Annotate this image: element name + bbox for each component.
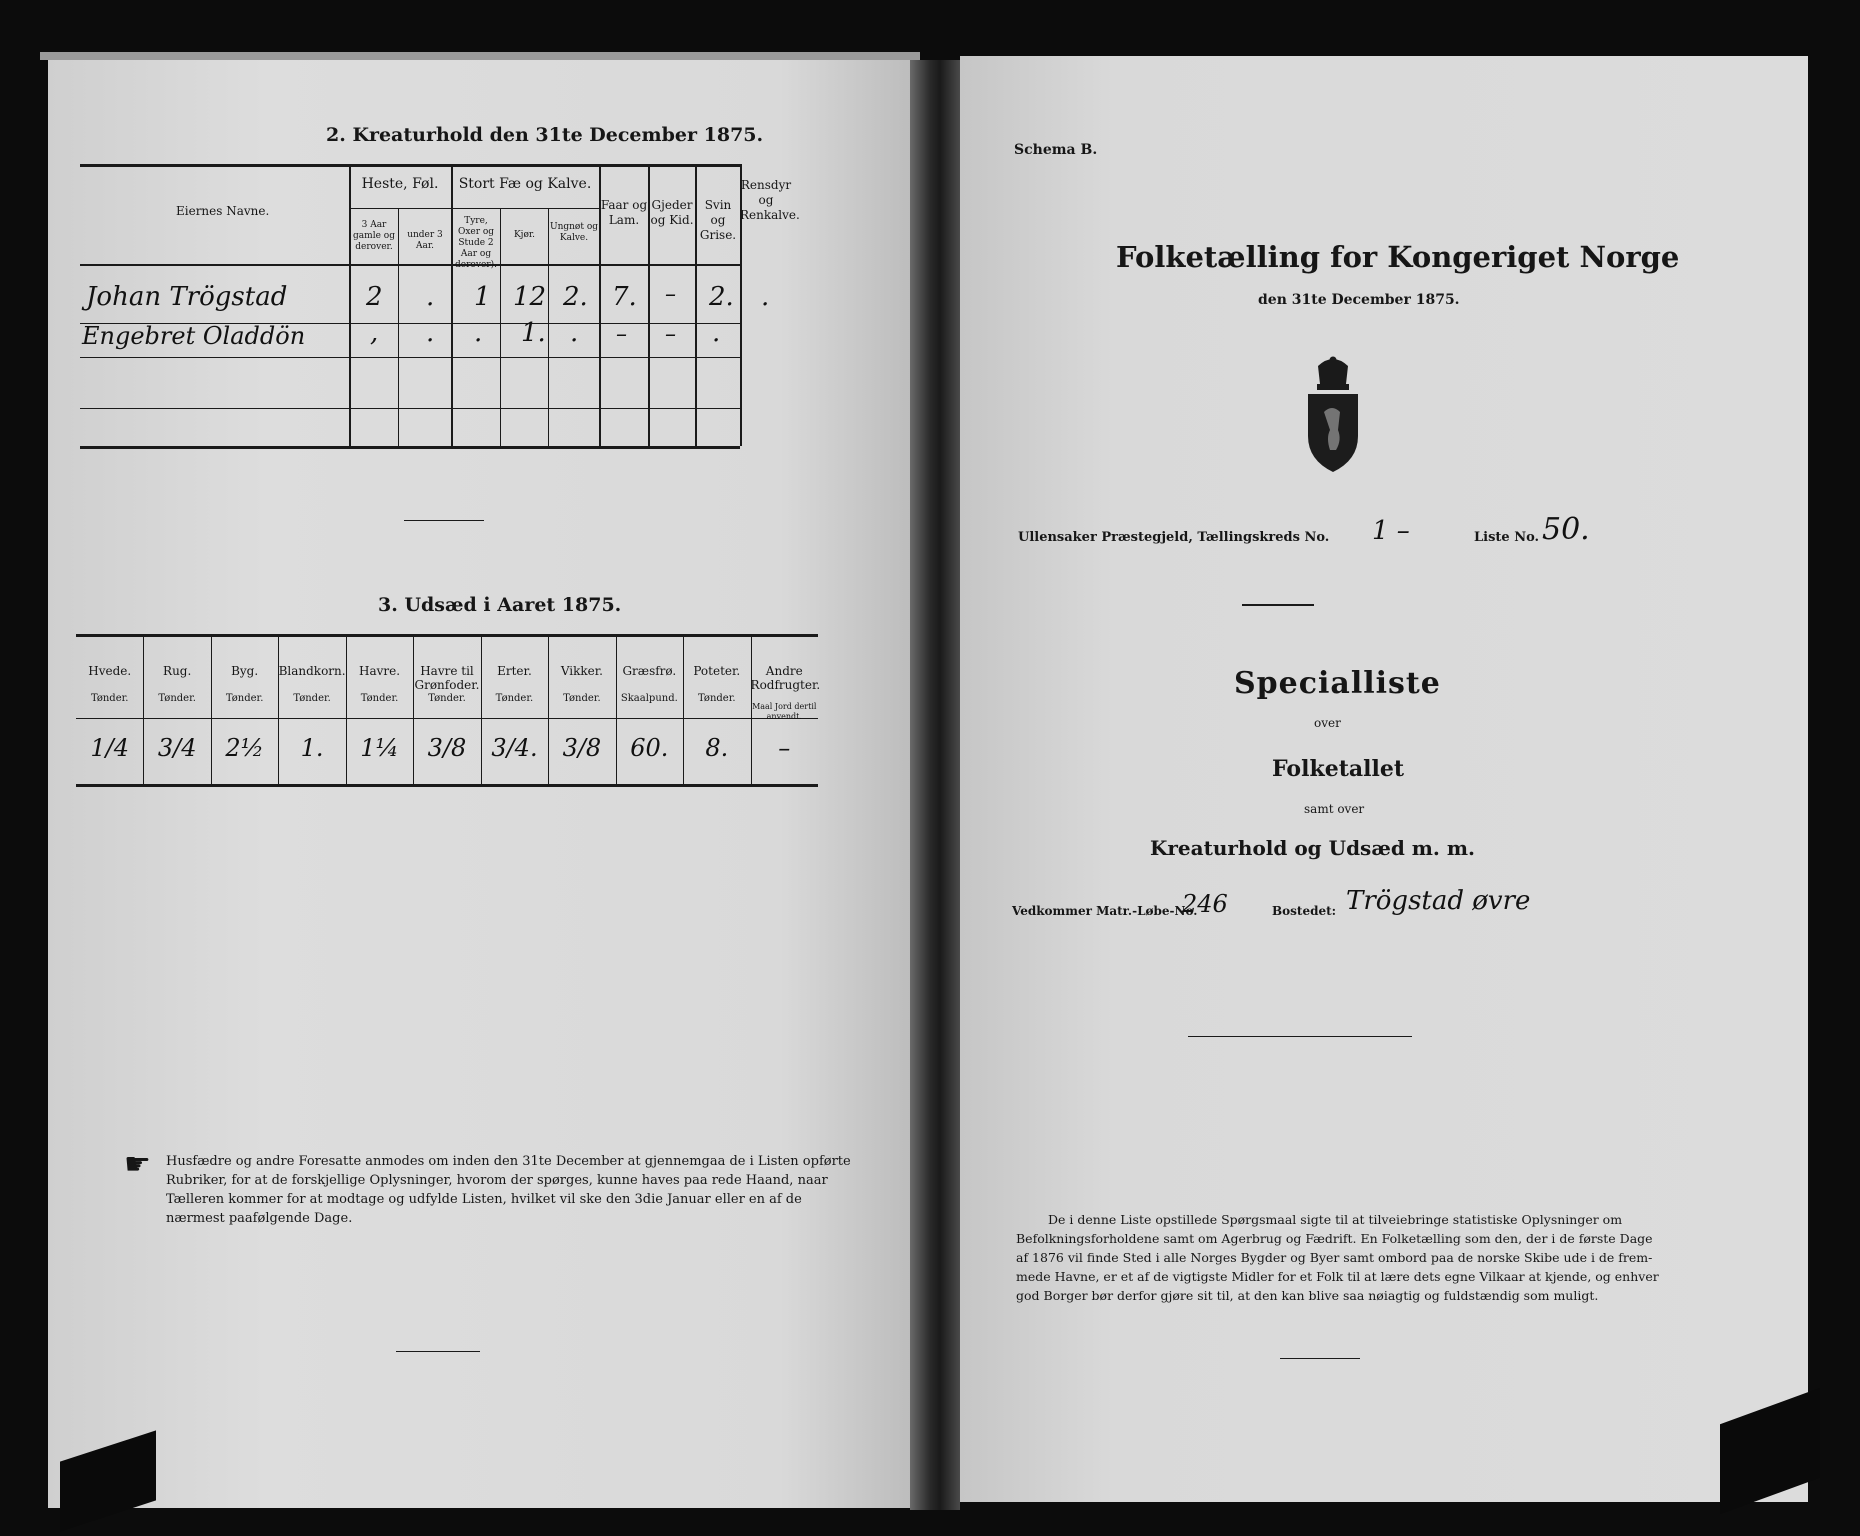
liste-label: Liste No. (1474, 530, 1540, 545)
seed-value: 3/8 (427, 734, 467, 762)
seed-header-unit: Tønder. (225, 693, 264, 704)
row1-gjeder: – (665, 282, 676, 307)
notice-line-4: nærmest paafølgende Dage. (166, 1211, 353, 1226)
header-tyre: Tyre, Oxer og Stude 2 Aar og derover). (455, 216, 497, 270)
livestock-row3-line (80, 408, 740, 409)
section3-title: 3. Udsæd i Aaret 1875. (378, 594, 622, 616)
header-faar: Faar og Lam. (600, 198, 648, 227)
divider-short-3 (1242, 604, 1314, 606)
divider-short-2 (396, 1351, 480, 1352)
liste-number: 50. (1542, 512, 1590, 547)
para-line-3: af 1876 vil finde Sted i alle Norges Bygder og Byer samt ombord paa de norske Skibe ude i de frem- (1016, 1250, 1653, 1265)
para-line-2: Befolkningsforholdene samt om Agerbrug og Fædrift. En Folketælling som den, der i de første Dage (1016, 1231, 1653, 1246)
row1-owner: Johan Trögstad (86, 282, 288, 312)
seed-header-unit: Tønder. (698, 693, 736, 704)
heste-subline (349, 208, 451, 209)
row1-heste-young: . (426, 282, 435, 312)
header-gjeder: Gjeder og Kid. (650, 198, 694, 227)
row1-faar: 7. (612, 282, 637, 312)
row2-owner: Engebret Oladdön (82, 322, 306, 350)
book-spine (910, 60, 960, 1510)
row1-heste-old: 2 (366, 282, 383, 312)
seed-value: 3/4. (491, 734, 538, 762)
seed-header-name: Blandkorn. (278, 664, 346, 678)
right-page (960, 56, 1808, 1502)
matr-label: Vedkommer Matr.-Løbe-No. (1012, 904, 1198, 918)
seed-header-unit: Tønder. (428, 693, 466, 704)
left-page (48, 60, 910, 1508)
document-title: Folketælling for Kongeriget Norge (1116, 240, 1680, 274)
seed-value: 3/4 (157, 734, 197, 762)
kreds-number: 1 – (1372, 516, 1410, 546)
row1-kjor: 12 (513, 282, 547, 312)
schema-label: Schema B. (1014, 142, 1098, 158)
divider-medium (1188, 1036, 1412, 1037)
seed-header-name: Poteter. (693, 664, 741, 678)
kreaturhold-heading: Kreaturhold og Udsæd m. m. (1150, 836, 1475, 860)
seed-header-name: Erter. (497, 664, 532, 678)
header-ungnot: Ungnøt og Kalve. (549, 222, 598, 243)
seed-header-name: Havre til Grønfoder. (414, 664, 480, 692)
section2-title: 2. Kreaturhold den 31te December 1875. (326, 124, 764, 146)
row1-rensdyr: . (761, 282, 770, 312)
bostedet-value: Trögstad øvre (1346, 886, 1531, 916)
seed-header-unit: Tønder. (563, 693, 601, 704)
notice-line-3: Tælleren kommer for at modtage og udfylde Listen, hvilket vil ske den 3die Januar eller en af de (166, 1192, 802, 1207)
page-stack-left (40, 52, 920, 60)
row2-ungnot: . (570, 318, 579, 348)
para-line-5: god Borger bør derfor gjøre sit til, at den kan blive saa nøiagtig og fuldstændig som muligt. (1016, 1288, 1599, 1303)
seed-header-unit: Tønder. (360, 693, 399, 704)
para-line-1: De i denne Liste opstillede Spørgsmaal sigte til at tilveiebringe statistiske Oplysninger om (1048, 1212, 1623, 1227)
seed-header-unit: Tønder. (90, 693, 129, 704)
seed-header-unit: Maal Jord dertil anvendt. (752, 702, 817, 721)
seed-header-name: Andre Rodfrugter. (750, 664, 821, 692)
row1-svin: 2. (709, 282, 734, 312)
col-line-1 (349, 164, 351, 446)
header-rensdyr: Rensdyr og Renkalve. (740, 178, 800, 222)
seed-header-name: Byg. (231, 664, 259, 678)
seed-value: 8. (705, 734, 729, 762)
seed-value: 2½ (225, 734, 264, 762)
seed-value: 1/4 (90, 734, 130, 762)
matr-number: 246 (1182, 890, 1228, 918)
livestock-table-top (80, 164, 740, 167)
divider-bottom (1280, 1358, 1360, 1359)
seed-value: 3/8 (562, 734, 602, 762)
header-heste: Heste, Føl. (361, 176, 439, 192)
header-svin: Svin og Grise. (699, 198, 737, 242)
bostedet-label: Bostedet: (1272, 904, 1337, 918)
seed-value: 1¼ (360, 734, 399, 762)
coat-of-arms-icon (1302, 354, 1364, 476)
col-line-4 (500, 208, 501, 446)
seed-header-unit: Tønder. (293, 693, 331, 704)
livestock-row2-line (80, 357, 740, 358)
header-owner: Eiernes Navne. (176, 204, 270, 218)
seed-header-name: Græsfrø. (622, 664, 677, 678)
divider-short-1 (404, 520, 484, 521)
seed-header-bottom (76, 718, 818, 719)
specialliste-heading: Specialliste (1234, 666, 1441, 701)
notice-line-2: Rubriker, for at de forskjellige Oplysninger, hvorom der spørges, kunne haves paa rede Haand, naar (166, 1173, 828, 1188)
row1-tyre: 1 (474, 282, 491, 312)
parish-line: Ullensaker Præstegjeld, Tællingskreds No. (1018, 530, 1330, 545)
pointing-hand-icon: ☛ (124, 1147, 151, 1182)
seed-header-name: Rug. (163, 664, 192, 678)
seed-table-bottom (76, 784, 818, 787)
row1-ungnot: 2. (563, 282, 588, 312)
header-heste-old: 3 Aar gamle og derover. (353, 220, 395, 252)
notice-line-1: Husfædre og andre Foresatte anmodes om inden den 31te December at gjennemgaa de i Listen opførte (166, 1154, 851, 1169)
header-heste-young: under 3 Aar. (407, 230, 443, 251)
row2-heste-young: . (426, 318, 435, 348)
seed-header-unit: Tønder. (495, 693, 534, 704)
row2-heste-old: , (370, 318, 379, 348)
seed-header-unit: Tønder. (158, 693, 196, 704)
seed-table-top (76, 634, 818, 637)
seed-header-name: Hvede. (88, 664, 132, 678)
folketallet-heading: Folketallet (1272, 756, 1404, 782)
livestock-table-bottom (80, 446, 740, 449)
header-stortfae: Stort Fæ og Kalve. (458, 176, 592, 192)
seed-header-unit: Skaalpund. (620, 693, 678, 704)
over-label: over (1314, 716, 1341, 730)
para-line-4: mede Havne, er et af de vigtigste Midler for et Folk til at lære dets egne Vilkaar at kjende, og enhver (1016, 1269, 1659, 1284)
row2-svin: . (712, 318, 721, 348)
livestock-header-bottom (80, 264, 740, 266)
row2-faar: – (616, 322, 627, 347)
seed-value: – (778, 734, 791, 762)
stortfae-subline (451, 208, 599, 209)
seed-header-name: Vikker. (560, 664, 603, 678)
row2-gjeder: – (665, 322, 676, 347)
header-kjor: Kjør. (513, 230, 536, 240)
seed-value: 60. (630, 734, 669, 762)
row2-tyre: . (474, 318, 483, 348)
col-line-3 (451, 164, 453, 446)
samt-over-label: samt over (1304, 802, 1365, 816)
seed-value: 1. (300, 734, 324, 762)
row2-kjor: 1. (521, 318, 546, 348)
document-date: den 31te December 1875. (1258, 292, 1460, 308)
seed-header-name: Havre. (359, 664, 401, 678)
